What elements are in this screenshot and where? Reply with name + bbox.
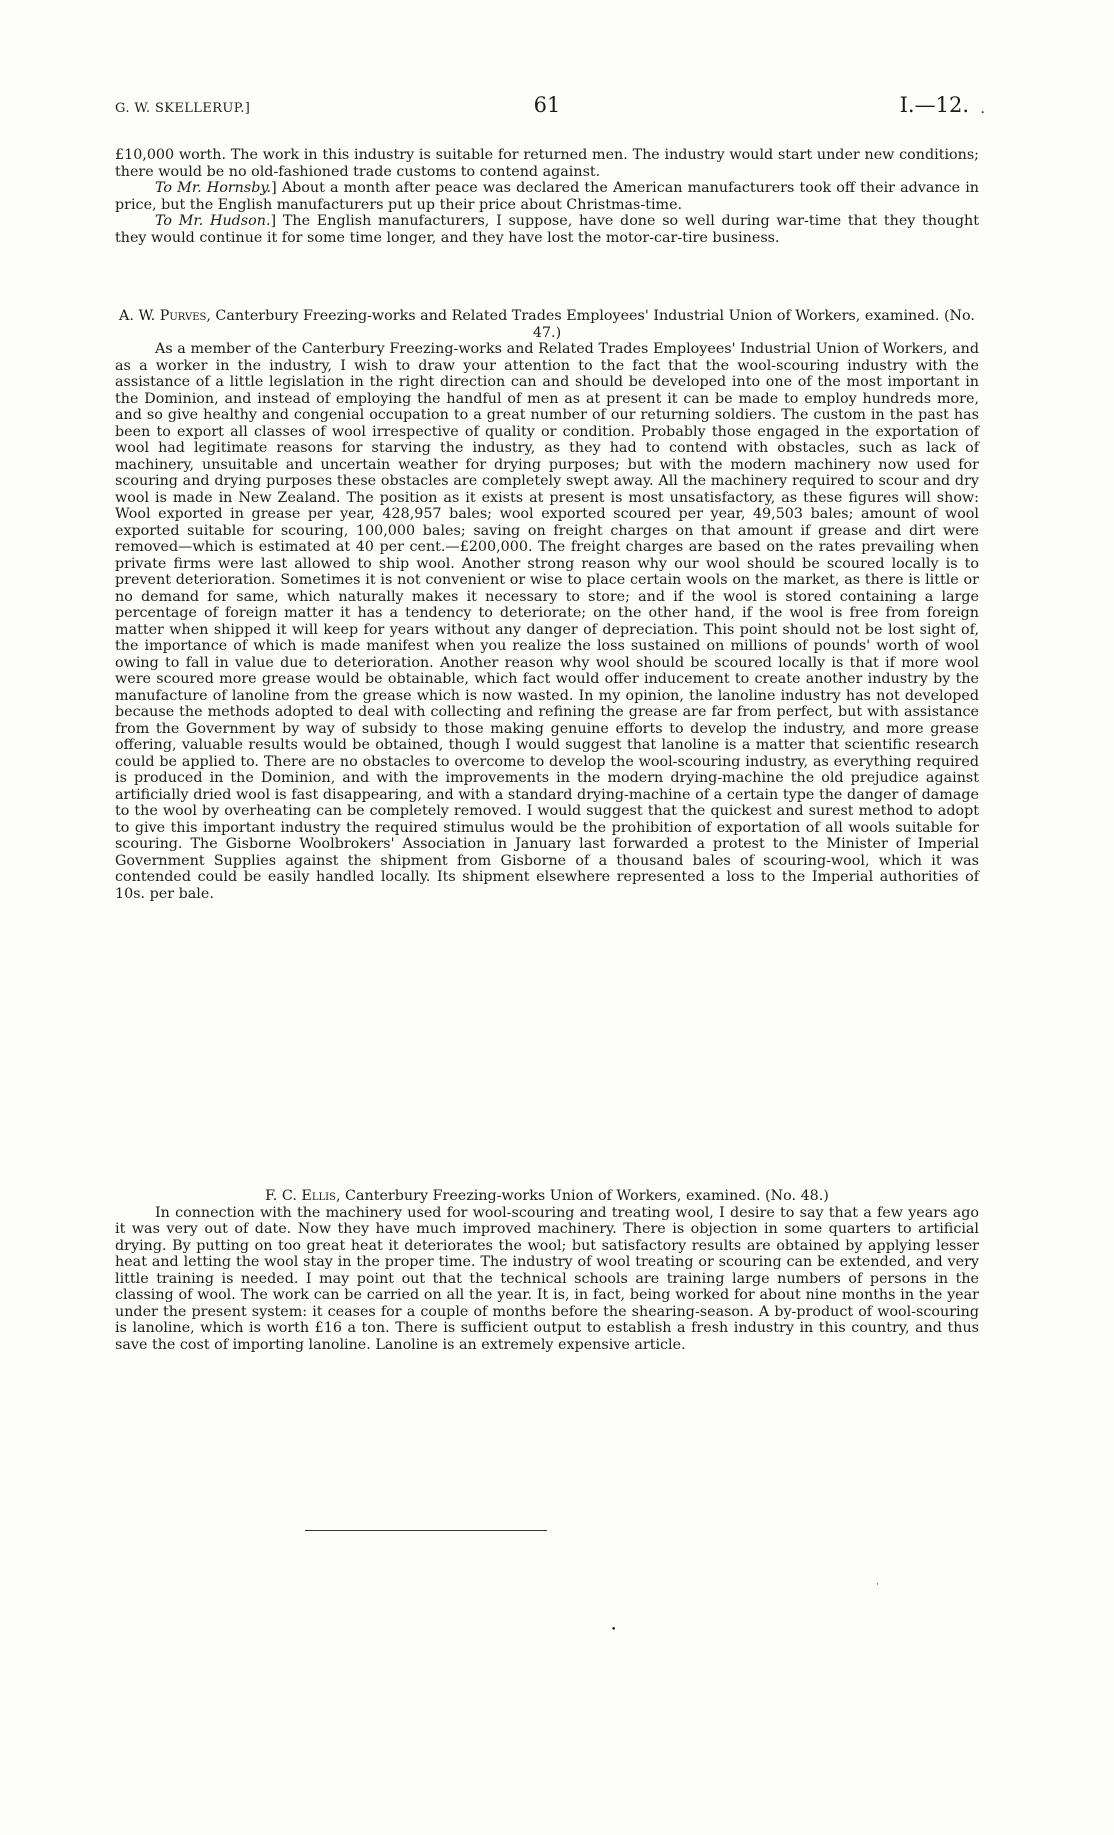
ellis-heading-rest: , Canterbury Freezing-works Union of Workers, examined. (No. 48.): [335, 1188, 829, 1204]
ellis-section: [115, 1188, 979, 1353]
ellis-evidence: In connection with the machinery used for wool-scouring and treating wool, I desire to say that a few years ago it was very out of date. Now they have much improved machinery. There is objection in some quarters to artificial drying. By putting on too great heat it deteriorates the wool; but satisfactory results are obtained by applying lesser heat and letting the wool stay in the proper time. The industry of wool treating or scouring can be extended, and very little training is needed. I may point out that the technical schools are training large numbers of persons in the classing of wool. The work can be carried on all the year. It is, in fact, being worked for about nine months in the year under the present system: it ceases for a couple of months before the shearing-season. A by-product of wool-scouring is lanoline, which is worth £16 a ton. There is sufficient output to establish a fresh industry in this country, and thus save the cost of importing lanoline. Lanoline is an extremely expensive article.: [115, 1204, 979, 1353]
scan-speck: ·: [876, 1580, 879, 1590]
purves-section: [115, 308, 979, 902]
purves-heading-rest: , Canterbury Freezing-works and Related Trades Employees' Industrial Union of Workers, examined. (No. 47.): [206, 308, 975, 341]
purves-surname: Purves: [159, 308, 207, 324]
page-number: 61: [533, 93, 561, 117]
running-header: [115, 93, 985, 121]
ellis-surname: Ellis: [301, 1188, 336, 1204]
ellis-initials: F. C.: [265, 1188, 302, 1204]
questioner-hudson: To Mr. Hudson.: [155, 213, 271, 229]
witness-name-header: G. W. SKELLERUP.]: [115, 101, 251, 116]
purves-evidence: As a member of the Canterbury Freezing-works and Related Trades Employees' Industrial Union of Workers, and as a worker in the industry, I wish to draw your attention to the fact that the wool-scouring industry with the assistance of a little legislation in the right direction can and should be developed into one of the most important in the Dominion, and instead of employing the handful of men as at present it can be made to employ hundreds more, and so give healthy and congenial occupation to a great number of our returning soldiers. The custom in the past has been to export all classes of wool irrespective of quality or condition. Probably those engaged in the exportation of wool had legitimate reasons for starving the industry, as they had to contend with obstacles, such as lack of machinery, unsuitable and uncertain weather for drying purposes; but with the modern machinery now used for scouring and drying purposes these obstacles are completely swept away. All the machinery required to scour and dry wool is made in New Zealand. The position as it exists at present is most unsatisfactory, as these figures will show: Wool exported in grease per year, 428,957 bales; wool exported scoured per year, 49,503 bales; amount of wool exported suitable for scouring, 100,000 bales; saving on freight charges on that amount if grease and dirt were removed—which is estimated at 40 per cent.—£200,000. The freight charges are based on the rates prevailing when private firms were last allowed to ship wool. Another strong reason why our wool should be scoured locally is to prevent deterioration. Sometimes it is not convenient or wise to place certain wools on the market, as there is little or no demand for same, which naturally makes it necessary to store; and if the wool is stored containing a large percentage of foreign matter it has a tendency to deteriorate; on the other hand, if the wool is free from foreign matter when shipped it will keep for years without any danger of depreciation. This point should not be lost sight of, the importance of which is made manifest when you realize the loss sustained on millions of pounds' worth of wool owing to fall in value due to deterioration. Another reason why wool should be scoured locally is that if more wool were scoured more grease would be obtainable, which fact would offer inducement to create another industry by the manufacture of lanoline from the grease which is now wasted. In my opinion, the lanoline industry has not developed because the methods adopted to deal with collecting and refining the grease are far from perfect, but with assistance from the Government by way of subsidy to those making genuine efforts to develop the industry, and more grease offering, valuable results would be obtained, though I would suggest that lanoline is a matter that scientific research could be applied to. There are no obstacles to overcome to develop the wool-scouring industry, as everything required is produced in the Dominion, and with the improvements in the modern drying-machine the old prejudice against artificially dried wool is fast disappearing, and with a standard drying-machine of a certain type the danger of damage to the wool by overheating can be completely removed. I would suggest that the quickest and surest method to adopt to give this important industry the required stimulus would be the prohibition of exportation of all wools suitable for scouring. The Gisborne Woolbrokers' Association in January last forwarded a protest to the Minister of Imperial Government Supplies against the shipment from Gisborne of a thousand bales of scouring-wool, which it was contended could be easily handled locally. Its shipment elsewhere represented a loss to the Imperial authorities of 10s. per bale.: [115, 341, 979, 902]
questioner-hornsby: To Mr. Hornsby.: [155, 180, 272, 196]
closing-rule: [305, 1530, 547, 1531]
ellis-heading: [115, 1188, 979, 1205]
scan-speck: •: [611, 1625, 617, 1635]
intro-paragraph-2: [115, 180, 979, 213]
intro-paragraph-3: [115, 213, 979, 246]
intro-section: [115, 147, 979, 246]
purves-heading: [115, 308, 979, 341]
purves-initials: A. W.: [119, 308, 160, 324]
header-mark: ·: [980, 105, 985, 121]
intro-paragraph-3-text: ] The English manufacturers, I suppose, have done so well during war-time that they thought they would continue it for some time longer, and they have lost the motor-car-tire business.: [115, 213, 979, 246]
paper-reference: I.—12.: [899, 93, 969, 117]
intro-paragraph-1: £10,000 worth. The work in this industry is suitable for returned men. The industry would start under new conditions; there would be no old-fashioned trade customs to contend against.: [115, 147, 979, 180]
intro-paragraph-2-text: ] About a month after peace was declared the American manufacturers took off their advance in price, but the English manufacturers put up their price about Christmas-time.: [115, 180, 979, 213]
